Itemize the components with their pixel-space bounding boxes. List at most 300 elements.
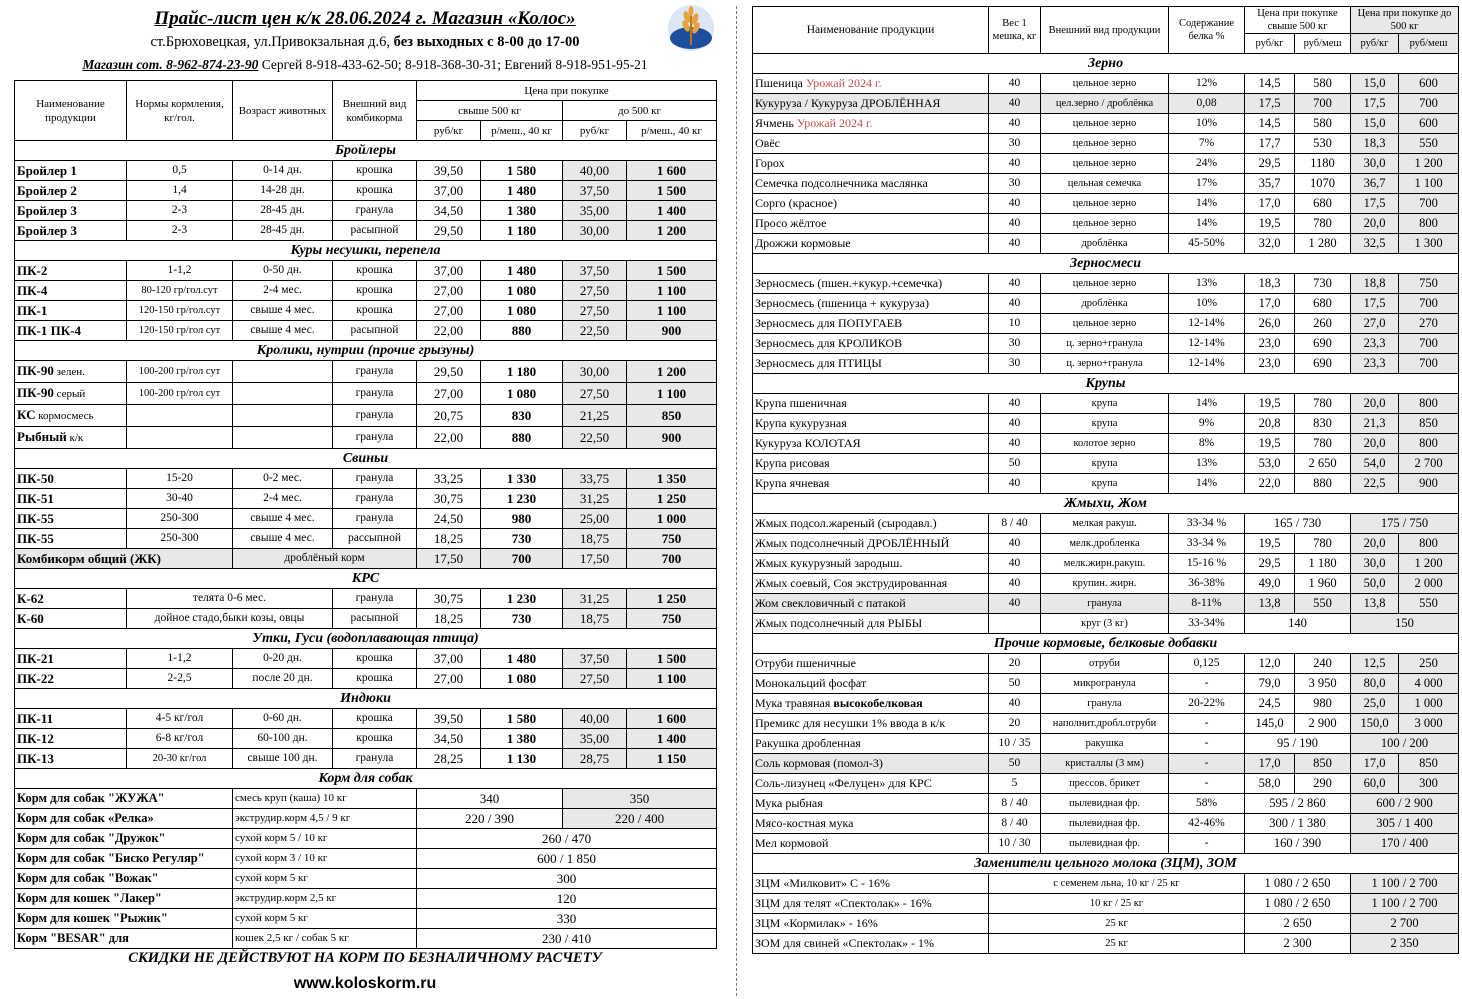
pet-food-price: 600 / 1 850 — [417, 849, 717, 869]
product-name-cell — [753, 194, 989, 214]
price-upto500-kg: 17,5 — [1351, 294, 1399, 314]
product-name: Дрожжи кормовые — [755, 236, 851, 250]
product-name: ПК-55 — [17, 511, 54, 526]
product-name-cell — [753, 614, 989, 634]
package-description: с семенем льна, 10 кг / 25 кг — [989, 874, 1245, 894]
protein-content: 0,08 — [1169, 94, 1245, 114]
price-over500-bag: 550 — [1295, 594, 1351, 614]
product-appearance: пылевидная фр. — [1041, 834, 1169, 854]
price-row — [753, 134, 1459, 154]
price-over500-kg: 27,00 — [417, 669, 481, 689]
price-row — [15, 669, 717, 689]
price-over500-kg: 12,0 — [1245, 654, 1295, 674]
product-name-cell — [15, 509, 127, 529]
price-row — [753, 574, 1459, 594]
right-page — [752, 0, 1458, 999]
price-row — [15, 509, 717, 529]
price-upto500-bag: 1 600 — [627, 161, 717, 181]
pet-food-price: 330 — [417, 909, 717, 929]
price-over500-bag: 1 580 — [481, 161, 563, 181]
price-row — [15, 609, 717, 629]
price-upto500-bag: 1 100 — [627, 281, 717, 301]
price-over500-bag: 830 — [481, 405, 563, 427]
price-row — [15, 709, 717, 729]
price-row — [15, 749, 717, 769]
animal-age: 0-50 дн. — [233, 261, 333, 281]
feeding-norm: 30-40 — [127, 489, 233, 509]
price-over500-bag: 880 — [481, 321, 563, 341]
price-upto500-bag: 1 100 — [1399, 174, 1459, 194]
price-over500: 165 / 730 — [1245, 514, 1351, 534]
price-upto500-kg: 18,75 — [563, 529, 627, 549]
feed-appearance: расыпной — [333, 609, 417, 629]
price-upto500-bag: 750 — [627, 529, 717, 549]
price-over500-bag: 2 900 — [1295, 714, 1351, 734]
product-name-cell — [753, 354, 989, 374]
price-over500-bag: 730 — [481, 529, 563, 549]
product-name-cell — [753, 574, 989, 594]
section-title: Корм для собак — [15, 769, 717, 789]
product-appearance: цельное зерно — [1041, 314, 1169, 334]
feed-appearance: гранула — [333, 201, 417, 221]
price-row — [753, 734, 1459, 754]
price-upto500-bag: 1 150 — [627, 749, 717, 769]
price-over500-kg: 145,0 — [1245, 714, 1295, 734]
pet-food-row — [15, 829, 717, 849]
price-upto500-bag: 600 — [1399, 74, 1459, 94]
product-name: Жмых подсолнечный ДРОБЛЁННЫЙ — [755, 536, 950, 550]
col-header-over500: Цена при покупке свыше 500 кг — [1245, 7, 1351, 34]
price-upto500-kg: 40,00 — [563, 709, 627, 729]
product-appearance: крупин. жирн. — [1041, 574, 1169, 594]
bag-weight: 20 — [989, 654, 1041, 674]
price-over500-kg: 17,50 — [417, 549, 481, 569]
feed-appearance: расыпной — [333, 321, 417, 341]
price-over500-bag: 780 — [1295, 214, 1351, 234]
price-upto500-kg: 20,0 — [1351, 214, 1399, 234]
product-appearance: цельное зерно — [1041, 194, 1169, 214]
price-row — [753, 234, 1459, 254]
bag-weight: 5 — [989, 774, 1041, 794]
price-over500-bag: 1 180 — [1295, 554, 1351, 574]
bag-weight: 40 — [989, 94, 1041, 114]
price-upto500-kg: 22,5 — [1351, 474, 1399, 494]
price-upto500-kg: 80,0 — [1351, 674, 1399, 694]
bag-weight: 40 — [989, 594, 1041, 614]
product-name-cell — [753, 674, 989, 694]
price-over500: 160 / 390 — [1245, 834, 1351, 854]
price-row — [753, 794, 1459, 814]
section-header — [15, 569, 717, 589]
feed-appearance: гранула — [333, 361, 417, 383]
protein-content: 12-14% — [1169, 314, 1245, 334]
discount-notice: СКИДКИ НЕ ДЕЙСТВУЮТ НА КОРМ ПО БЕЗНАЛИЧНОМУ РАСЧЕТУ — [128, 950, 602, 966]
product-name: Крупа кукурузная — [755, 416, 847, 430]
bag-weight: 40 — [989, 74, 1041, 94]
price-over500-bag: 260 — [1295, 314, 1351, 334]
animal-age: свыше 4 мес. — [233, 529, 333, 549]
price-over500-kg: 58,0 — [1245, 774, 1295, 794]
price-upto500-bag: 1 500 — [627, 649, 717, 669]
bag-weight: 40 — [989, 234, 1041, 254]
price-upto500-bag: 1 350 — [627, 469, 717, 489]
price-over500-bag: 240 — [1295, 654, 1351, 674]
product-appearance: пылевидная фр. — [1041, 794, 1169, 814]
price-upto500-kg: 31,25 — [563, 589, 627, 609]
price-over500-kg: 19,5 — [1245, 534, 1295, 554]
price-over500-bag: 700 — [1295, 94, 1351, 114]
price-row — [753, 614, 1459, 634]
product-name: Отруби пшеничные — [755, 656, 856, 670]
product-name: Бройлер 2 — [17, 183, 77, 198]
price-over500-kg: 14,5 — [1245, 74, 1295, 94]
product-name-cell — [753, 794, 989, 814]
feed-appearance: гранула — [333, 489, 417, 509]
price-upto500-kg: 30,0 — [1351, 154, 1399, 174]
product-name-cell — [753, 274, 989, 294]
animal-age: 2-4 мес. — [233, 489, 333, 509]
price-over500-bag: 1 180 — [481, 221, 563, 241]
section-title: Бройлеры — [15, 141, 717, 161]
bag-weight: 40 — [989, 274, 1041, 294]
product-name-cell — [753, 394, 989, 414]
price-upto500-kg: 150,0 — [1351, 714, 1399, 734]
price-upto500: 100 / 200 — [1351, 734, 1459, 754]
bag-weight: 50 — [989, 754, 1041, 774]
website-link[interactable]: www.koloskorm.ru — [293, 975, 437, 992]
bag-weight: 30 — [989, 334, 1041, 354]
product-name: Мука травяная — [755, 696, 834, 710]
product-name-cell — [15, 729, 127, 749]
bag-weight: 50 — [989, 454, 1041, 474]
price-upto500-kg: 28,75 — [563, 749, 627, 769]
pet-food-name: Корм для кошек "Лакер" — [15, 889, 233, 909]
price-upto500-bag: 900 — [1399, 474, 1459, 494]
price-over500: 2 300 — [1245, 934, 1351, 954]
pet-food-row — [15, 869, 717, 889]
bag-weight: 40 — [989, 414, 1041, 434]
price-upto500: 305 / 1 400 — [1351, 814, 1459, 834]
product-name: Зерносмесь для ПТИЦЫ — [755, 356, 882, 370]
product-name: ЗЦМ для телят «Спектолак» - 16% — [753, 894, 989, 914]
price-over500-kg: 22,00 — [417, 427, 481, 449]
compound-feed-price-table — [14, 80, 717, 949]
price-over500-kg: 35,7 — [1245, 174, 1295, 194]
price-over500-kg: 37,00 — [417, 181, 481, 201]
product-name-cell — [15, 361, 127, 383]
pet-food-name: Корм для собак "Биско Регуляр" — [15, 849, 233, 869]
price-row — [15, 729, 717, 749]
price-over500-bag: 680 — [1295, 294, 1351, 314]
product-name-cell — [753, 834, 989, 854]
pet-food-price: 120 — [417, 889, 717, 909]
col-header-rub-kg: руб/кг — [1351, 34, 1399, 54]
price-upto500-kg: 18,8 — [1351, 274, 1399, 294]
feeding-norm: 20-30 кг/гол — [127, 749, 233, 769]
product-name: Зерносмесь для КРОЛИКОВ — [755, 336, 903, 350]
pet-food-name: Корм для собак "ЖУЖА" — [15, 789, 233, 809]
price-upto500-kg: 20,0 — [1351, 394, 1399, 414]
pet-food-row — [15, 909, 717, 929]
product-name-cell — [753, 294, 989, 314]
price-over500-kg: 28,25 — [417, 749, 481, 769]
price-over500-kg: 29,5 — [1245, 154, 1295, 174]
protein-content: 14% — [1169, 474, 1245, 494]
bag-weight: 8 / 40 — [989, 794, 1041, 814]
pet-food-row — [15, 809, 717, 829]
feeding-norm: 100-200 гр/гол сут — [127, 383, 233, 405]
product-name: Соль кормовая (помол-3) — [755, 756, 883, 770]
section-header — [753, 54, 1459, 74]
price-upto500: 1 100 / 2 700 — [1351, 874, 1459, 894]
product-appearance: мелк.жирн.ракуш. — [1041, 554, 1169, 574]
price-over500-kg: 49,0 — [1245, 574, 1295, 594]
pet-food-price: 300 — [417, 869, 717, 889]
price-upto500-kg: 17,0 — [1351, 754, 1399, 774]
product-name: Жмых кукурузный зародыш. — [755, 556, 903, 570]
price-row — [15, 161, 717, 181]
price-over500-bag: 1 230 — [481, 489, 563, 509]
product-name-suffix: кормосмесь — [35, 410, 94, 422]
price-upto500-bag: 1 250 — [627, 589, 717, 609]
price-over500-kg: 32,0 — [1245, 234, 1295, 254]
product-appearance: микрогранула — [1041, 674, 1169, 694]
product-appearance: цельное зерно — [1041, 274, 1169, 294]
feed-appearance: крошка — [333, 261, 417, 281]
price-row — [753, 394, 1459, 414]
price-over500-bag: 1 080 — [481, 281, 563, 301]
feeding-norm: 6-8 кг/гол — [127, 729, 233, 749]
product-name-cell — [15, 749, 127, 769]
feeding-norm — [127, 427, 233, 449]
price-upto500-kg: 17,5 — [1351, 94, 1399, 114]
price-over500-bag: 980 — [481, 509, 563, 529]
feeding-norm: 120-150 гр/гол сут — [127, 321, 233, 341]
protein-content: 58% — [1169, 794, 1245, 814]
feed-appearance: расыпной — [333, 221, 417, 241]
protein-content: 33-34 % — [1169, 534, 1245, 554]
bag-weight: 40 — [989, 194, 1041, 214]
pet-food-name: Корм для собак "Вожак" — [15, 869, 233, 889]
feed-appearance: крошка — [333, 181, 417, 201]
col-header-upto500: до 500 кг — [563, 101, 717, 121]
price-over500-bag: 830 — [1295, 414, 1351, 434]
product-name-cell — [753, 414, 989, 434]
product-name-suffix: к/к — [66, 432, 84, 444]
price-upto500-bag: 1 200 — [627, 361, 717, 383]
protein-content: 36-38% — [1169, 574, 1245, 594]
product-appearance: крупа — [1041, 414, 1169, 434]
price-upto500-kg: 33,75 — [563, 469, 627, 489]
price-over500: 1 080 / 2 650 — [1245, 894, 1351, 914]
price-over500-bag: 780 — [1295, 394, 1351, 414]
price-over500-kg: 19,5 — [1245, 394, 1295, 414]
price-over500-bag: 290 — [1295, 774, 1351, 794]
product-appearance: цельное зерно — [1041, 74, 1169, 94]
protein-content: - — [1169, 834, 1245, 854]
product-name-cell — [753, 334, 989, 354]
price-upto500-bag: 700 — [627, 549, 717, 569]
animal-age: 0-20 дн. — [233, 649, 333, 669]
price-over500-kg: 18,25 — [417, 529, 481, 549]
bag-weight: 50 — [989, 674, 1041, 694]
price-upto500-kg: 27,50 — [563, 281, 627, 301]
price-over500-bag: 730 — [1295, 274, 1351, 294]
product-name: К-60 — [15, 609, 127, 629]
product-name-cell — [15, 321, 127, 341]
price-over500-bag: 1 480 — [481, 181, 563, 201]
animal-age: после 20 дн. — [233, 669, 333, 689]
product-name-cell — [753, 454, 989, 474]
protein-content: 10% — [1169, 294, 1245, 314]
price-over500-kg: 53,0 — [1245, 454, 1295, 474]
product-name-cell — [753, 474, 989, 494]
price-upto500-kg: 54,0 — [1351, 454, 1399, 474]
shop-phone: Магазин сот. 8-962-874-23-90 — [82, 57, 259, 72]
bag-weight: 10 / 35 — [989, 734, 1041, 754]
animal-age: 0-2 мес. — [233, 469, 333, 489]
price-upto500-bag: 1 000 — [627, 509, 717, 529]
product-name-cell — [15, 301, 127, 321]
pet-food-price-over500: 220 / 390 — [417, 809, 563, 829]
price-over500-bag: 1070 — [1295, 174, 1351, 194]
product-name: Просо жёлтое — [755, 216, 827, 230]
bag-weight: 40 — [989, 574, 1041, 594]
section-title: Зерносмеси — [753, 254, 1459, 274]
price-over500: 2 650 — [1245, 914, 1351, 934]
bag-weight: 40 — [989, 114, 1041, 134]
product-appearance: крупа — [1041, 394, 1169, 414]
price-over500-kg: 17,0 — [1245, 294, 1295, 314]
col-header-rub_bag: р/меш., 40 кг — [481, 121, 563, 141]
price-upto500-kg: 22,50 — [563, 427, 627, 449]
price-over500-kg: 23,0 — [1245, 354, 1295, 374]
price-upto500-kg: 40,00 — [563, 161, 627, 181]
protein-content: - — [1169, 714, 1245, 734]
product-name-cell — [753, 534, 989, 554]
price-upto500-bag: 4 000 — [1399, 674, 1459, 694]
milk-replacer-row — [753, 914, 1459, 934]
product-name: Бройлер 3 — [17, 203, 77, 218]
col-header-rub-kg: руб/кг — [1245, 34, 1295, 54]
price-over500-kg: 23,0 — [1245, 334, 1295, 354]
price-upto500-bag: 800 — [1399, 394, 1459, 414]
price-over500-kg: 20,75 — [417, 405, 481, 427]
price-upto500-kg: 21,3 — [1351, 414, 1399, 434]
price-upto500-bag: 1 200 — [1399, 154, 1459, 174]
price-over500-kg: 33,25 — [417, 469, 481, 489]
milk-replacer-row — [753, 874, 1459, 894]
price-row — [15, 427, 717, 449]
price-over500: 1 080 / 2 650 — [1245, 874, 1351, 894]
price-over500-bag: 580 — [1295, 114, 1351, 134]
price-row — [753, 554, 1459, 574]
price-row — [15, 649, 717, 669]
feed-appearance: крошка — [333, 709, 417, 729]
price-row — [15, 549, 717, 569]
col-header-age: Возраст животных — [233, 81, 333, 141]
product-name: Кукуруза КОЛОТАЯ — [755, 436, 861, 450]
price-over500-bag: 1 280 — [1295, 234, 1351, 254]
price-upto500-kg: 60,0 — [1351, 774, 1399, 794]
price-over500-bag: 1 330 — [481, 469, 563, 489]
product-name: ЗОМ для свиней «Спектолак» - 1% — [753, 934, 989, 954]
product-name: Крупа рисовая — [755, 456, 830, 470]
price-upto500-bag: 800 — [1399, 534, 1459, 554]
feeding-norm: 120-150 гр/гол.сут — [127, 301, 233, 321]
price-over500-kg: 37,00 — [417, 649, 481, 669]
price-over500-kg: 30,75 — [417, 589, 481, 609]
price-upto500-bag: 900 — [627, 427, 717, 449]
product-name-cell — [15, 469, 127, 489]
bag-weight: 40 — [989, 554, 1041, 574]
price-upto500-bag: 1 000 — [1399, 694, 1459, 714]
section-header — [15, 449, 717, 469]
price-row — [753, 74, 1459, 94]
price-over500-bag: 1 230 — [481, 589, 563, 609]
price-upto500-kg: 36,7 — [1351, 174, 1399, 194]
price-over500-kg: 19,5 — [1245, 214, 1295, 234]
price-row — [15, 383, 717, 405]
price-row — [753, 214, 1459, 234]
col-header-rub_kg: руб/кг — [417, 121, 481, 141]
price-over500-bag: 1 480 — [481, 261, 563, 281]
col-header-over500: свыше 500 кг — [417, 101, 563, 121]
price-upto500-kg: 31,25 — [563, 489, 627, 509]
price-upto500-bag: 2 000 — [1399, 574, 1459, 594]
product-appearance: крупа — [1041, 474, 1169, 494]
protein-content: 33-34 % — [1169, 514, 1245, 534]
protein-content: 14% — [1169, 214, 1245, 234]
page-divider — [736, 6, 737, 996]
price-upto500-bag: 1 500 — [627, 181, 717, 201]
price-upto500-kg: 20,0 — [1351, 534, 1399, 554]
product-name-cell — [753, 114, 989, 134]
product-appearance: мелк.дробленка — [1041, 534, 1169, 554]
bag-weight: 30 — [989, 134, 1041, 154]
section-header — [15, 241, 717, 261]
price-upto500-bag: 750 — [627, 609, 717, 629]
price-upto500-bag: 550 — [1399, 134, 1459, 154]
product-name: ПК-90 — [17, 385, 54, 400]
feed-appearance: крошка — [333, 161, 417, 181]
price-upto500-bag: 1 250 — [627, 489, 717, 509]
product-appearance: цельная семечка — [1041, 174, 1169, 194]
price-row — [15, 469, 717, 489]
price-over500-bag: 1180 — [1295, 154, 1351, 174]
protein-content: 45-50% — [1169, 234, 1245, 254]
pet-food-row — [15, 929, 717, 949]
product-name-cell — [753, 554, 989, 574]
product-appearance: дроблёнка — [1041, 294, 1169, 314]
product-name-cell — [753, 94, 989, 114]
product-name-cell — [15, 161, 127, 181]
animal-age: свыше 4 мес. — [233, 509, 333, 529]
feeding-norm: 15-20 — [127, 469, 233, 489]
price-over500-kg: 29,5 — [1245, 554, 1295, 574]
col-header-upto500: Цена при покупке до 500 кг — [1351, 7, 1459, 34]
price-over500-bag: 850 — [1295, 754, 1351, 774]
protein-content: 8% — [1169, 434, 1245, 454]
price-row — [753, 194, 1459, 214]
price-over500: 300 / 1 380 — [1245, 814, 1351, 834]
product-name-cell — [753, 74, 989, 94]
product-name: Жмых подсол.жареный (сыродавл.) — [755, 516, 937, 530]
price-over500-bag: 3 950 — [1295, 674, 1351, 694]
price-upto500-bag: 850 — [1399, 414, 1459, 434]
section-title: Прочие кормовые, белковые добавки — [753, 634, 1459, 654]
grain-price-table — [752, 6, 1459, 954]
